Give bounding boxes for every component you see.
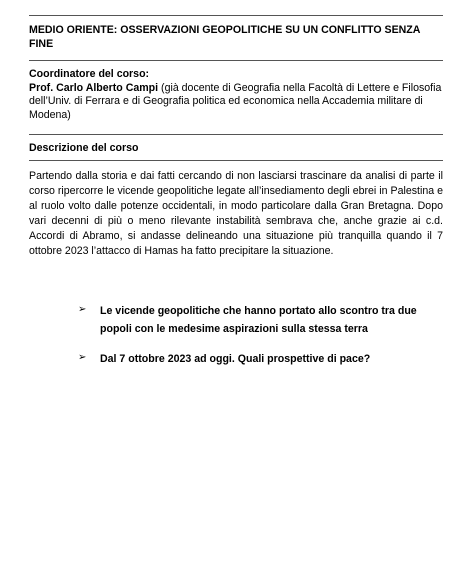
coordinator-block bbox=[29, 68, 443, 122]
title-divider bbox=[29, 60, 443, 61]
top-divider bbox=[29, 15, 443, 16]
description-paragraph: Partendo dalla storia e dai fatti cercando di non lasciarsi trascinare da analisi di parte il corso ripercorre le vicende geopolitiche legate all’insediamento degli ebrei in Palestina e al ruolo volto dalle potenze occidentali, in modo particolare dalla Gran Bretagna. Dopo vari decenni di più o meno rilevante instabilità sembrava che, anche grazie ai c.d. Accordi di Abramo, si andasse delineando una situazione più tranquilla quando il 7 ottobre 2023 l’attacco di Hamas ha fatto precipitare la situazione. bbox=[29, 170, 443, 257]
coordinator-heading: Coordinatore del corso: bbox=[29, 68, 150, 80]
coordinator-info bbox=[29, 82, 443, 123]
topic-text: Dal 7 ottobre 2023 ad oggi. Quali prospettive di pace? bbox=[100, 353, 371, 365]
arrow-bullet-icon: ➢ bbox=[78, 304, 87, 315]
coordinator-name: Prof. Carlo Alberto Campi bbox=[29, 81, 159, 94]
coordinator-divider bbox=[29, 134, 443, 135]
arrow-bullet-icon: ➢ bbox=[78, 352, 87, 363]
course-title: MEDIO ORIENTE: OSSERVAZIONI GEOPOLITICHE SU UN CONFLITTO SENZA FINE bbox=[29, 24, 421, 50]
coordinator-details: (già docente di Geografia nella Facoltà di Lettere e Filosofia dell’Univ. di Ferrara e di Geografia politica ed economica nella Accademia militare di Modena) bbox=[29, 81, 442, 121]
topic-text: Le vicende geopolitiche che hanno portato allo scontro tra due popoli con le medesime aspirazioni sulla stessa terra bbox=[100, 305, 417, 335]
description-heading: Descrizione del corso bbox=[29, 142, 139, 154]
description-divider bbox=[29, 160, 443, 161]
